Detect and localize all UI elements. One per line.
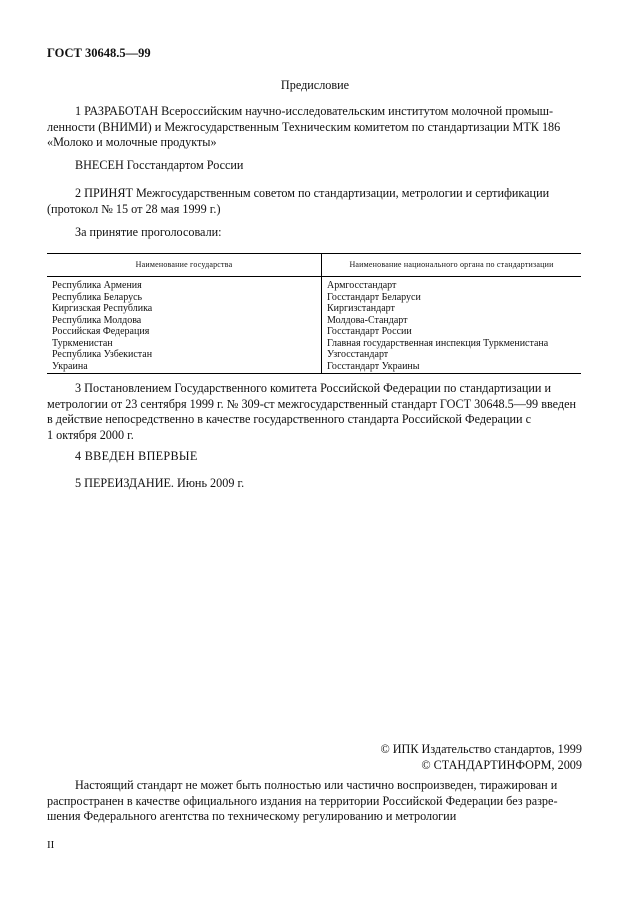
- standards-body-name: Госстандарт Беларуси: [327, 291, 421, 303]
- standards-body-name: Армгосстандарт: [327, 280, 397, 291]
- section-introduced: ВНЕСЕН Госстандартом России: [75, 158, 244, 172]
- copyright-line: © ИПК Издательство стандартов, 1999: [380, 742, 582, 756]
- state-name: Украина: [52, 360, 88, 372]
- state-name: Республика Узбекистан: [52, 349, 153, 360]
- state-name: Республика Беларусь: [52, 291, 143, 303]
- state-name: Республика Молдова: [52, 314, 142, 326]
- section-adopted-line: 2 ПРИНЯТ Межгосударственным советом по стандартизации, метрологии и сертификации: [75, 186, 550, 200]
- copyright-line: © СТАНДАРТИНФОРМ, 2009: [421, 757, 582, 772]
- page-number: II: [47, 839, 55, 851]
- section-enacted-line: метрологии от 23 сентября 1999 г. № 309-ст межгосударственный стандарт ГОСТ 30648.5—99 введен: [47, 396, 577, 411]
- section-developed: [47, 104, 588, 151]
- section-developed-line: 1 РАЗРАБОТАН Всероссийским научно-исследовательским институтом молочной промыш-: [75, 104, 554, 118]
- standards-body-name: Главная государственная инспекция Туркменистана: [327, 337, 549, 349]
- voted-heading: За принятие проголосовали:: [75, 225, 222, 239]
- section-enacted: [47, 381, 588, 443]
- section-developed-line: «Молоко и молочные продукты»: [47, 135, 217, 149]
- notice-line: Настоящий стандарт не может быть полностью или частично воспроизведен, тиражирован и: [75, 778, 558, 792]
- section-enacted-line: 3 Постановлением Государственного комитета Российской Федерации по стандартизации и: [75, 381, 552, 395]
- page-title: Предисловие: [280, 78, 350, 92]
- column-header-state: Наименование государства: [47, 254, 322, 277]
- table-row: [47, 277, 581, 374]
- standards-body-name: Киргизстандарт: [327, 303, 395, 314]
- state-name: Туркменистан: [52, 337, 113, 349]
- document-id: ГОСТ 30648.5—99: [47, 46, 151, 60]
- reproduction-notice: [47, 778, 588, 825]
- states-column: [47, 277, 322, 374]
- standards-body-name: Госстандарт Украины: [327, 360, 420, 372]
- state-name: Республика Армения: [52, 280, 142, 291]
- section-enacted-line: 1 октября 2000 г.: [47, 427, 134, 442]
- section-adopted-line: (протокол № 15 от 28 мая 1999 г.): [47, 201, 221, 216]
- voting-states-table: [47, 253, 581, 374]
- state-name: Киргизская Республика: [52, 303, 153, 314]
- bodies-column: [322, 277, 582, 374]
- column-header-body: Наименование национального органа по стандартизации: [322, 254, 582, 277]
- section-enacted-line: в действие непосредственно в качестве государственного стандарта Российской Федерации с: [47, 412, 531, 426]
- section-first-introduced: 4 ВВЕДЕН ВПЕРВЫЕ: [75, 449, 198, 463]
- standards-body-name: Госстандарт России: [327, 326, 412, 337]
- state-name: Российская Федерация: [52, 326, 150, 337]
- notice-line: распространен в качестве официального издания на территории Российской Федерации без разре-: [47, 793, 558, 808]
- copyright-block: [330, 742, 582, 773]
- section-adopted: [47, 186, 588, 217]
- standards-body-name: Узгосстандарт: [327, 349, 389, 360]
- section-developed-line: ленности (ВНИМИ) и Межгосударственным Техническим комитетом по стандартизации МТК 186: [47, 119, 561, 134]
- section-reissue: 5 ПЕРЕИЗДАНИЕ. Июнь 2009 г.: [75, 476, 245, 490]
- notice-line: шения Федерального агентства по техническому регулированию и метрологии: [47, 809, 457, 823]
- standards-body-name: Молдова-Стандарт: [327, 314, 408, 326]
- table-header-row: [47, 254, 581, 277]
